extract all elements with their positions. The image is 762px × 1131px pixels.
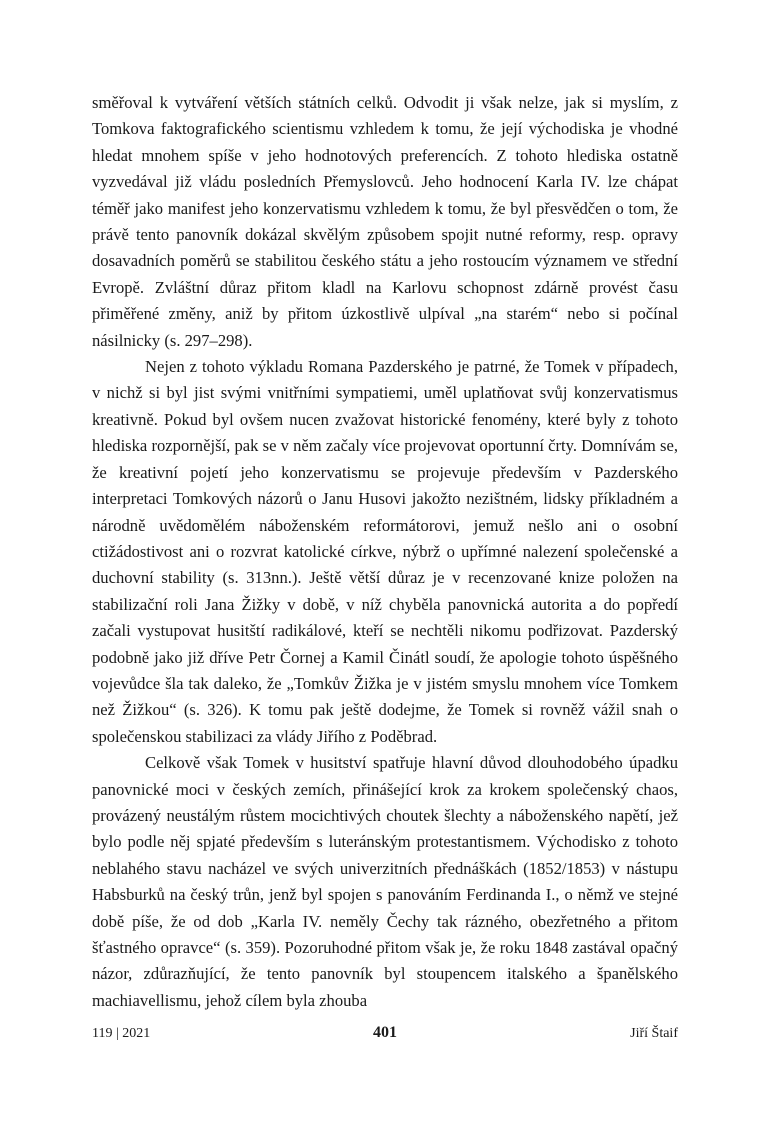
paragraph-1: směřoval k vytváření větších státních celků. Odvodit ji však nelze, jak si myslím, z Tomkova faktografického scientismu vzhledem k tomu, že její východiska je vhodné hledat mnohem spíše v jeho hodnotových preferencích. Z tohoto hlediska ostatně vyzvedával již vládu posledních Přemyslovců. Jeho hodnocení Karla IV. lze chápat téměř jako manifest jeho konzervatismu vzhledem k tomu, že byl přesvědčen o tom, že právě tento panovník dokázal skvělým způsobem spojit nutné reformy, resp. opravy dosavadních poměrů se stabilitou českého státu a jeho rostoucím významem ve střední Evropě. Zvláštní důraz přitom kladl na Karlovu schopnost zdárně provést času přiměřené změny, aniž by přitom úzkostlivě ulpíval „na starém“ nebo si počínal násilnicky (s. 297–298). [92, 93, 678, 350]
article-body [92, 90, 678, 1014]
paragraph-2: Nejen z tohoto výkladu Romana Pazderského je patrné, že Tomek v případech, v nichž si byl jist svými vnitřními sympatiemi, uměl uplatňovat svůj konzervatismus kreativně. Pokud byl ovšem nucen zvažovat historické fenomény, které byly z tohoto hlediska rozpornější, pak se v něm začaly více projevovat oportunní črty. Domnívám se, že kreativní pojetí jeho konzervatismu se projevuje především v Pazderského interpretaci Tomkových názorů o Janu Husovi jakožto nezištném, lidsky příkladném a národně uvědomělém náboženském reformátorovi, jemuž nešlo ani o osobní ctižádostivost ani o rozvrat katolické církve, nýbrž o upřímné nalezení společenské a duchovní stability (s. 313nn.). Ještě větší důraz je v recenzované knize položen na stabilizační roli Jana Žižky v době, v níž chyběla panovnická autorita a do popředí začali vystupovat husitští radikálové, kteří se nechtěli nikomu podřizovat. Pazderský podobně jako již dříve Petr Čornej a Kamil Činátl soudí, že apologie tohoto úspěšného vojevůdce šla tak daleko, že „Tomkův Žižka je v jistém smyslu mnohem více Tomkem než Žižkou“ (s. 326). K tomu pak ještě dodejme, že Tomek si rovněž vážil snah o společenskou stabilizaci za vlády Jiřího z Poděbrad. [92, 357, 678, 746]
page-number: 401 [373, 1024, 397, 1041]
page-footer [92, 1024, 678, 1044]
author-name: Jiří Štaif [630, 1026, 678, 1041]
issue-label: 119 | 2021 [92, 1026, 151, 1041]
paragraph-3: Celkově však Tomek v husitství spatřuje hlavní důvod dlouhodobého úpadku panovnické moci v českých zemích, přinášející krok za krokem společenský chaos, provázený neustálým růstem mocichtivých choutek šlechty a náboženského napětí, jež bylo podle něj spjaté především s luteránským protestantismem. Východisko z tohoto neblahého stavu nacházel ve svých univerzitních přednáškách (1852/1853) v nástupu Habsburků na český trůn, jenž byl spojen s panováním Ferdinanda I., o němž ve stejné době píše, že od dob „Karla IV. neměly Čechy tak rázného, obezřetného a přitom šťastného opravce“ (s. 359). Pozoruhodné přitom však je, že roku 1848 zastával opačný názor, zdůrazňující, že tento panovník byl stoupencem italského a španělského machiavellismu, jehož cílem byla zhouba [92, 753, 678, 1010]
